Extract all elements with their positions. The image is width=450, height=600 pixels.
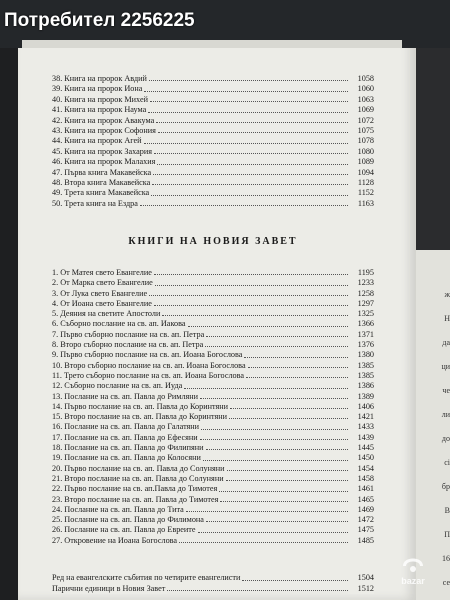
toc-leader-dots (162, 309, 348, 316)
toc-entry (52, 278, 374, 288)
right-page-text-fragment: сі (444, 458, 450, 467)
toc-entry (52, 495, 374, 505)
toc-leader-dots (229, 412, 348, 419)
toc-entry-title: 38. Книга на пророк Авдий (52, 74, 147, 83)
toc-leader-dots (242, 573, 348, 581)
toc-entry-page: 1376 (348, 340, 374, 350)
photo-top-band (0, 0, 450, 48)
toc-leader-dots (154, 147, 348, 154)
toc-entry-title: 18. Послание на св. ап. Павла до Филипяни (52, 443, 204, 453)
toc-entry-page: 1325 (348, 309, 374, 319)
toc-entry-title: 3. От Лука свето Евангелие (52, 288, 148, 298)
toc-leader-dots (230, 402, 348, 409)
toc-entry (52, 105, 374, 115)
toc-entry-title: 40. Книга на пророк Михей (52, 94, 148, 104)
new-testament-toc (52, 268, 374, 546)
toc-entry-page: 1512 (348, 584, 374, 595)
toc-entry-page: 1465 (348, 495, 374, 505)
bazar-logo-icon (400, 552, 426, 574)
toc-entry-page: 1069 (348, 105, 374, 115)
toc-entry-title: 16. Послание на св. ап. Павла до Галатяни (52, 422, 200, 432)
toc-entry-title: 7. Първо съборно послание на св. ап. Петра (52, 329, 205, 339)
toc-entry-title: 4. От Иоана свето Евангелие (52, 298, 152, 308)
toc-entry-page: 1366 (348, 319, 374, 329)
toc-entry-page: 1072 (348, 116, 374, 126)
toc-leader-dots (150, 95, 348, 102)
toc-entry-page: 1504 (348, 573, 374, 584)
toc-entry-title: 26. Послание на св. ап. Павла до Евреите (52, 525, 196, 535)
toc-entry-title: 13. Послание на св. ап. Павла до Римляни (52, 391, 199, 401)
toc-leader-dots (226, 474, 348, 481)
toc-leader-dots (220, 495, 348, 502)
toc-leader-dots (154, 268, 348, 275)
right-page-text-fragment: 16 (442, 554, 450, 563)
toc-entry (52, 299, 374, 309)
toc-entry-title: 50. Трета книга на Ездра (52, 198, 138, 208)
toc-leader-dots (151, 188, 348, 195)
toc-entry-page: 1439 (348, 433, 374, 443)
toc-entry-title: 1. От Матея свето Евангелие (52, 268, 152, 277)
toc-leader-dots (227, 464, 348, 471)
right-page-edge (416, 250, 450, 600)
toc-entry (52, 525, 374, 535)
right-page-text-fragment: ж (444, 290, 450, 299)
toc-entry-page: 1475 (348, 525, 374, 535)
toc-entry-page: 1385 (348, 361, 374, 371)
toc-entry-page: 1454 (348, 464, 374, 474)
toc-entry-page: 1433 (348, 422, 374, 432)
appendix-toc (52, 573, 374, 594)
toc-entry (52, 147, 374, 157)
toc-entry (52, 126, 374, 136)
toc-entry (52, 381, 374, 391)
toc-leader-dots (200, 433, 348, 440)
toc-entry (52, 309, 374, 319)
toc-entry-page: 1445 (348, 443, 374, 453)
toc-entry-page: 1080 (348, 147, 374, 157)
toc-leader-dots (184, 381, 348, 388)
toc-entry (52, 136, 374, 146)
toc-entry-page: 1380 (348, 350, 374, 360)
toc-leader-dots (167, 584, 348, 592)
toc-leader-dots (246, 371, 348, 378)
toc-entry-title: 19. Послание на св. ап. Павла до Колосяни (52, 453, 201, 463)
toc-leader-dots (203, 453, 348, 460)
toc-entry-page: 1078 (348, 136, 374, 146)
toc-leader-dots (144, 84, 348, 91)
toc-entry (52, 361, 374, 371)
toc-entry (52, 199, 374, 209)
toc-entry (52, 289, 374, 299)
logo-text: bazar (401, 576, 425, 586)
right-page-text-fragment: В (444, 506, 450, 515)
toc-entry-page: 1389 (348, 392, 374, 402)
toc-leader-dots (201, 422, 348, 429)
toc-entry-title: 27. Откровение на Иоана Богослова (52, 535, 178, 545)
toc-entry-page: 1089 (348, 157, 374, 167)
toc-entry-page: 1421 (348, 412, 374, 422)
toc-entry (52, 168, 374, 178)
toc-entry-page: 1461 (348, 484, 374, 494)
old-testament-toc (52, 74, 374, 209)
toc-entry-page: 1386 (348, 381, 374, 391)
toc-leader-dots (179, 536, 348, 543)
toc-entry-title: Парични единици в Новия Завет (52, 583, 166, 593)
toc-entry-page: 1297 (348, 299, 374, 309)
toc-leader-dots (200, 392, 348, 399)
toc-entry (52, 484, 374, 494)
toc-entry-title: 25. Послание на св. ап. Павла до Филимона (52, 515, 204, 525)
toc-leader-dots (206, 330, 348, 337)
toc-entry-title: 9. Първо съборно послание на св. ап. Иоана Богослова (52, 350, 243, 360)
toc-entry-title: 12. Съборно послание на св. ап. Иуда (52, 381, 183, 391)
right-page-text-fragment: се (442, 578, 450, 587)
toc-entry-title: 41. Книга на пророк Наума (52, 105, 147, 115)
toc-entry (52, 584, 374, 595)
toc-entry (52, 330, 374, 340)
toc-entry-title: 22. Първо послание на св. ап.Павла до Тимотея (52, 484, 218, 494)
toc-entry-page: 1258 (348, 289, 374, 299)
toc-entry (52, 433, 374, 443)
toc-leader-dots (248, 361, 348, 368)
toc-entry-title: 11. Трето съборно послание на св. ап. Иоана Богослова (52, 370, 245, 380)
toc-entry-title: 44. Книга на пророк Агей (52, 136, 142, 146)
toc-entry (52, 319, 374, 329)
toc-entry (52, 371, 374, 381)
toc-entry-title: 23. Второ послание на св. ап. Павла до Тимотея (52, 494, 219, 504)
right-page-text-fragment: ли (441, 410, 450, 419)
page-top-edge (22, 40, 402, 48)
toc-leader-dots (206, 515, 348, 522)
toc-leader-dots (188, 319, 349, 326)
toc-entry-title: 14. Първо послание на св. ап. Павла до Коринтяни (52, 401, 228, 411)
toc-leader-dots (152, 178, 348, 185)
toc-entry-title: 45. Книга на пророк Захария (52, 146, 152, 156)
toc-entry-page: 1058 (348, 74, 374, 84)
toc-entry-page: 1163 (348, 199, 374, 209)
toc-leader-dots (219, 484, 348, 491)
right-page-text-fragment: ци (441, 362, 450, 371)
right-page-text-fragment: че (442, 386, 450, 395)
toc-entry (52, 573, 374, 584)
toc-entry (52, 116, 374, 126)
right-page-text-fragment: до (441, 434, 450, 443)
toc-entry-page: 1385 (348, 371, 374, 381)
toc-entry-page: 1152 (348, 188, 374, 198)
toc-entry (52, 422, 374, 432)
toc-entry (52, 74, 374, 84)
toc-entry-title: 10. Второ съборно послание на св. ап. Иоана Богослова (52, 360, 246, 370)
toc-entry-title: 39. Книга на пророк Иона (52, 84, 143, 94)
toc-entry (52, 268, 374, 278)
toc-leader-dots (153, 168, 348, 175)
toc-entry-page: 1075 (348, 126, 374, 136)
toc-leader-dots (149, 289, 348, 296)
toc-entry (52, 84, 374, 94)
toc-entry-page: 1469 (348, 505, 374, 515)
toc-leader-dots (144, 136, 348, 143)
toc-entry-page: 1063 (348, 95, 374, 105)
toc-entry-title: 17. Послание на св. ап. Павла до Ефесяни (52, 432, 198, 442)
toc-entry-page: 1406 (348, 402, 374, 412)
right-page-text-fragment: да (442, 338, 450, 347)
toc-entry (52, 515, 374, 525)
toc-leader-dots (156, 116, 348, 123)
toc-entry-page: 1128 (348, 178, 374, 188)
watermark-text: Потребител 2256225 (4, 10, 195, 31)
toc-entry-title: Ред на евангелските събития по четирите евангелисти (52, 573, 241, 582)
toc-leader-dots (206, 443, 348, 450)
toc-entry-title: 6. Съборно послание на св. ап. Иакова (52, 319, 186, 329)
right-page-text-fragment: Н (444, 314, 450, 323)
toc-leader-dots (186, 505, 348, 512)
toc-entry (52, 157, 374, 167)
right-page-text-fragment: П (444, 530, 450, 539)
toc-entry (52, 178, 374, 188)
bazar-logo (382, 552, 444, 592)
toc-entry (52, 453, 374, 463)
toc-entry-page: 1233 (348, 278, 374, 288)
toc-entry (52, 340, 374, 350)
toc-entry-title: 43. Книга на пророк Софония (52, 125, 156, 135)
toc-entry (52, 536, 374, 546)
section-heading: КНИГИ НА НОВИЯ ЗАВЕТ (128, 236, 298, 247)
toc-entry-title: 46. Книга на пророк Малахия (52, 157, 156, 167)
toc-entry (52, 188, 374, 198)
toc-entry-page: 1472 (348, 515, 374, 525)
toc-entry-title: 20. Първо послание на св. ап. Павла до Солуняни (52, 463, 225, 473)
toc-entry (52, 505, 374, 515)
toc-entry-title: 49. Трета книга Макавейска (52, 188, 150, 198)
toc-entry-page: 1485 (348, 536, 374, 546)
toc-entry-page: 1060 (348, 84, 374, 94)
toc-entry (52, 350, 374, 360)
toc-entry-page: 1458 (348, 474, 374, 484)
toc-entry (52, 443, 374, 453)
toc-leader-dots (198, 525, 348, 532)
toc-entry-title: 42. Книга на пророк Авакума (52, 115, 155, 125)
toc-leader-dots (244, 350, 348, 357)
toc-entry-page: 1195 (348, 268, 374, 278)
toc-entry-title: 24. Послание на св. ап. Павла до Тита (52, 504, 184, 514)
toc-entry-title: 48. Втора книга Макавейска (52, 177, 151, 187)
toc-entry-title: 5. Деяния на светите Апостоли (52, 309, 161, 319)
toc-entry (52, 412, 374, 422)
toc-entry-page: 1371 (348, 330, 374, 340)
toc-entry (52, 402, 374, 412)
toc-entry-title: 8. Второ съборно послание на св. ап. Петра (52, 340, 204, 350)
toc-leader-dots (155, 278, 348, 285)
toc-entry-page: 1450 (348, 453, 374, 463)
toc-leader-dots (149, 74, 348, 81)
toc-entry (52, 474, 374, 484)
toc-entry-title: 47. Първа книга Макавейска (52, 167, 152, 177)
toc-leader-dots (148, 105, 348, 112)
toc-entry (52, 95, 374, 105)
toc-entry (52, 464, 374, 474)
toc-entry-title: 2. От Марка свето Евангелие (52, 278, 153, 288)
toc-leader-dots (205, 340, 348, 347)
toc-entry-page: 1094 (348, 168, 374, 178)
toc-leader-dots (154, 299, 348, 306)
toc-entry-title: 21. Второ послание на св. ап. Павла до Солуняни (52, 473, 224, 483)
toc-leader-dots (140, 199, 348, 206)
toc-entry-title: 15. Второ послание на св. ап. Павла до Коринтяни (52, 412, 228, 422)
right-page-text-fragment: бр (441, 482, 450, 491)
toc-leader-dots (158, 126, 348, 133)
toc-entry (52, 392, 374, 402)
toc-leader-dots (157, 157, 348, 164)
